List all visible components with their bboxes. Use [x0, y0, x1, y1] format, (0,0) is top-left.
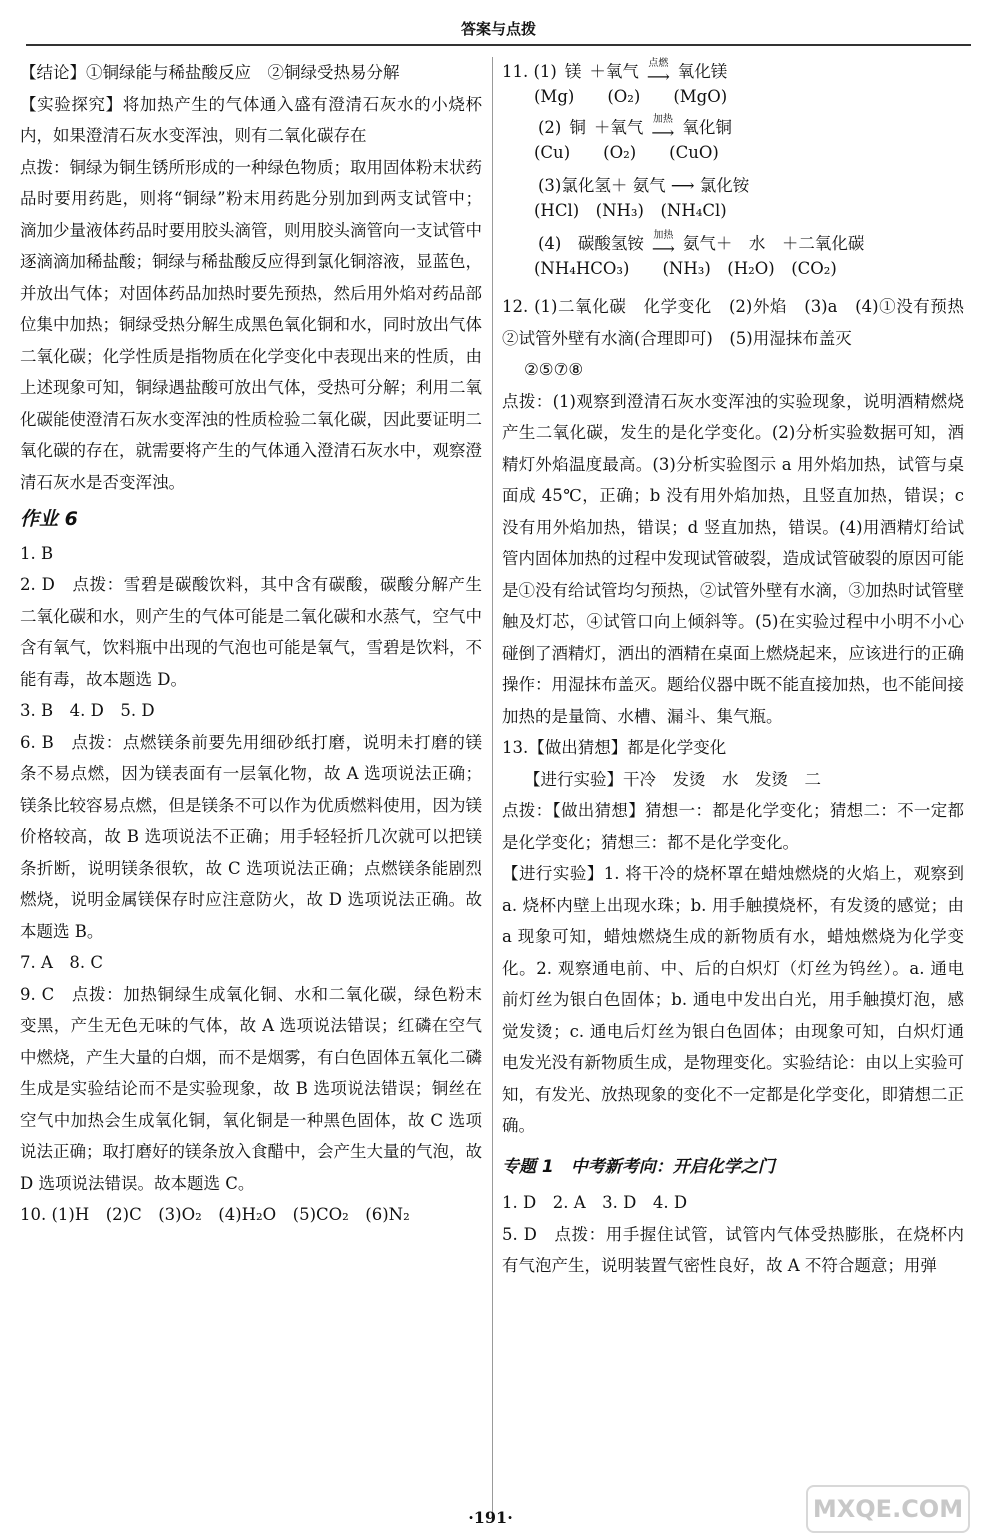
- answer-3-5: 3. B 4. D 5. D: [20, 701, 155, 720]
- right-column: [502, 57, 981, 1282]
- products: 氨气＋ 水 ＋二氧化碳: [682, 234, 865, 253]
- arrow-icon: ⟶: [651, 239, 675, 258]
- question-11-label: 11. (1): [502, 62, 557, 81]
- reaction-arrow: [647, 59, 670, 85]
- answer-12-options: ②⑤⑦⑧: [524, 360, 584, 379]
- condition: 加热: [652, 114, 673, 125]
- experiment-text: 【实验探究】将加热产生的气体通入盛有澄清石灰水的小烧杯内，如果澄清石灰水变浑浊，则有二氧化碳存在: [20, 94, 482, 145]
- left-column: [20, 57, 482, 1231]
- equation-4: [502, 231, 964, 257]
- condition: 加热: [653, 230, 674, 241]
- topic-heading: 专题 1 中考新考向：开启化学之门: [502, 1156, 775, 1177]
- answer-12: 12. (1)二氧化碳 化学变化 (2)外焰 (3)a (4)①没有预热 ②试管外壁有水滴(合理即可) (5)用湿抹布盖灭: [502, 297, 981, 348]
- conclusion-text: 【结论】①铜绿能与稀盐酸反应 ②铜绿受热易分解: [20, 63, 400, 82]
- topic-answer-5: 5. D 点拨：用手握住试管，试管内气体受热膨胀，在烧杯内有气泡产生，说明装置气密性良好，故 A 不符合题意；用弹: [502, 1224, 964, 1275]
- answer-2: 2. D 点拨：雪碧是碳酸饮料，其中含有碳酸，碳酸分解产生二氧化碳和水，则产生的气体可能是二氧化碳和水蒸气，空气中含有氧气，饮料瓶中出现的气泡也可能是氧气，雪碧是饮料，不能有毒，故本题选 D。: [20, 575, 482, 689]
- answer-7-8: 7. A 8. C: [20, 953, 104, 972]
- page-header: [26, 14, 971, 46]
- reactant-2: ＋氧气: [593, 118, 644, 137]
- answer-9: 9. C 点拨：加热铜绿生成氧化铜、水和二氧化碳，绿色粉末变黑，产生无色无味的气体，故 A 选项说法错误；红磷在空气中燃烧，产生大量的白烟，而不是烟雾，有白色固体五氧化二磷生成是实验结论而不是实验现象，故 B 选项说法错误；铜丝在空气中加热会生成氧化铜，氧化铜是一种黑色固体，故 C 选项说法正确；取打磨好的镁条放入食醋中，会产生大量的气泡，故 D 选项说法错误。故本题选 C。: [20, 984, 482, 1193]
- reactant-2: ＋氧气: [589, 62, 639, 81]
- hint-text: 点拨：铜绿为铜生锈所形成的一种绿色物质；取用固体粉末状药品时要用药匙，则将“铜绿”粉末用药匙分别加到两支试管中；滴加少量液体药品时要用胶头滴管，则用胶头滴管向一支试管中逐滴滴加稀盐酸；铜绿与稀盐酸反应得到氯化铜溶液，显蓝色，并放出气体；对固体药品加热时要先预热，然后用外焰对药品部位集中加热；铜绿受热分解生成黑色氧化铜和水，同时放出气体二氧化碳；化学性质是指物质在化学变化中表现出来的性质，由上述现象可知，铜绿遇盐酸可放出气体，受热可分解；利用二氧化碳能使澄清石灰水变浑浊的性质检验二氧化碳，因此要证明二氧化碳的存在，就需要将产生的气体通入澄清石灰水中，观察澄清石灰水是否变浑浊。: [20, 157, 482, 492]
- product: 氧化铜: [682, 118, 732, 137]
- header-title: 答案与点拨: [460, 20, 536, 38]
- answer-1: 1. B: [20, 543, 54, 563]
- arrow-icon: ⟶: [651, 123, 675, 142]
- formula-line-3: (HCl) (NH₃) (NH₄Cl): [534, 201, 727, 220]
- watermark-text: MXQE.COM: [812, 1495, 964, 1523]
- formula-line-4: (NH₄HCO₃) (NH₃) (H₂O) (CO₂): [534, 259, 837, 278]
- answer-13-detail: 【进行实验】1. 将干冷的烧杯罩在蜡烛燃烧的火焰上，观察到 a. 烧杯内壁上出现水珠；b. 用手触摸烧杯，有发烫的感觉；由 a 现象可知，蜡烛燃烧生成的新物质有水，蜡烛燃烧为化学变化。2. 观察通电前、中、后的白炽灯（灯丝为钨丝）。a. 通电前灯丝为银白色固体；b. 通电中发出白光，用手触摸灯泡，感觉发烫；c. 通电后灯丝为银白色固体；由现象可知，白炽灯通电发光没有新物质生成，是物理变化。实验结论：由以上实验可知，有发光、放热现象的变化不一定都是化学变化，即猜想二正确。: [502, 864, 964, 1135]
- reactant: 铜: [569, 118, 586, 137]
- condition: 点燃: [648, 58, 669, 69]
- page-number: ·191·: [468, 1508, 513, 1527]
- answer-13: 13.【做出猜想】都是化学变化: [502, 738, 727, 757]
- reaction-arrow: [652, 231, 675, 257]
- topic-answers-1-4: 1. D 2. A 3. D 4. D: [502, 1193, 688, 1212]
- equation-1: [502, 59, 964, 85]
- arrow-icon: ⟶: [646, 67, 670, 86]
- reactant: 镁: [564, 62, 582, 81]
- equation-2: [502, 115, 964, 141]
- answer-6: 6. B 点拨：点燃镁条前要先用细砂纸打磨，说明未打磨的镁条不易点燃，因为镁表面有一层氧化物，故 A 选项说法正确；镁条比较容易点燃，但是镁条不可以作为优质燃料使用，因为镁价格较高，故 B 选项说法不正确；用手轻轻折几次就可以把镁条折断，说明镁条很软，故 C 选项说法正确；点燃镁条能剧烈燃烧，说明金属镁保存时应注意防火，故 D 选项说法正确。故本题选 B。: [20, 732, 482, 941]
- subquestion-label: (2): [538, 118, 562, 137]
- formula-line-1: (Mg) (O₂) (MgO): [534, 87, 728, 106]
- section-heading: 作业 6: [20, 508, 78, 530]
- product: 氧化镁: [677, 62, 728, 81]
- column-divider: [492, 57, 493, 1519]
- formula-line-2: (Cu) (O₂) (CuO): [534, 143, 719, 162]
- reactant: (4) 碳酸氢铵: [538, 234, 644, 253]
- reaction-arrow: [651, 115, 674, 141]
- answer-13-hint: 点拨：【做出猜想】猜想一：都是化学变化；猜想二：不一定都是化学变化；猜想三：都不是化学变化。: [502, 801, 964, 852]
- watermark-logo: [806, 1485, 970, 1533]
- answer-13-experiment: 【进行实验】干冷 发烫 水 发烫 二: [524, 769, 821, 789]
- answer-12-hint: 点拨：(1)观察到澄清石灰水变浑浊的实验现象，说明酒精燃烧产生二氧化碳，发生的是化学变化。(2)分析实验数据可知，酒精灯外焰温度最高。(3)分析实验图示 a 用外焰加热，试管与桌面成 45℃，正确；b 没有用外焰加热，且竖直加热，错误；c 没有用外焰加热，错误；d 竖直加热，错误。(4)用酒精灯给试管内固体加热的过程中发现试管破裂，造成试管破裂的原因可能是①没有给试管均匀预热，②试管外壁有水滴，③加热时试管壁触及灯芯，④试管口向上倾斜等。(5)在实验过程中小明不小心碰倒了酒精灯，洒出的酒精在桌面上燃烧起来，应该进行的正确操作：用湿抹布盖灭。题给仪器中既不能直接加热，也不能间接加热的是量筒、水槽、漏斗、集气瓶。: [502, 391, 964, 726]
- answer-10: 10. (1)H (2)C (3)O₂ (4)H₂O (5)CO₂ (6)N₂: [20, 1205, 410, 1224]
- equation-3: (3)氯化氢＋ 氨气 ⟶ 氯化铵: [538, 176, 750, 195]
